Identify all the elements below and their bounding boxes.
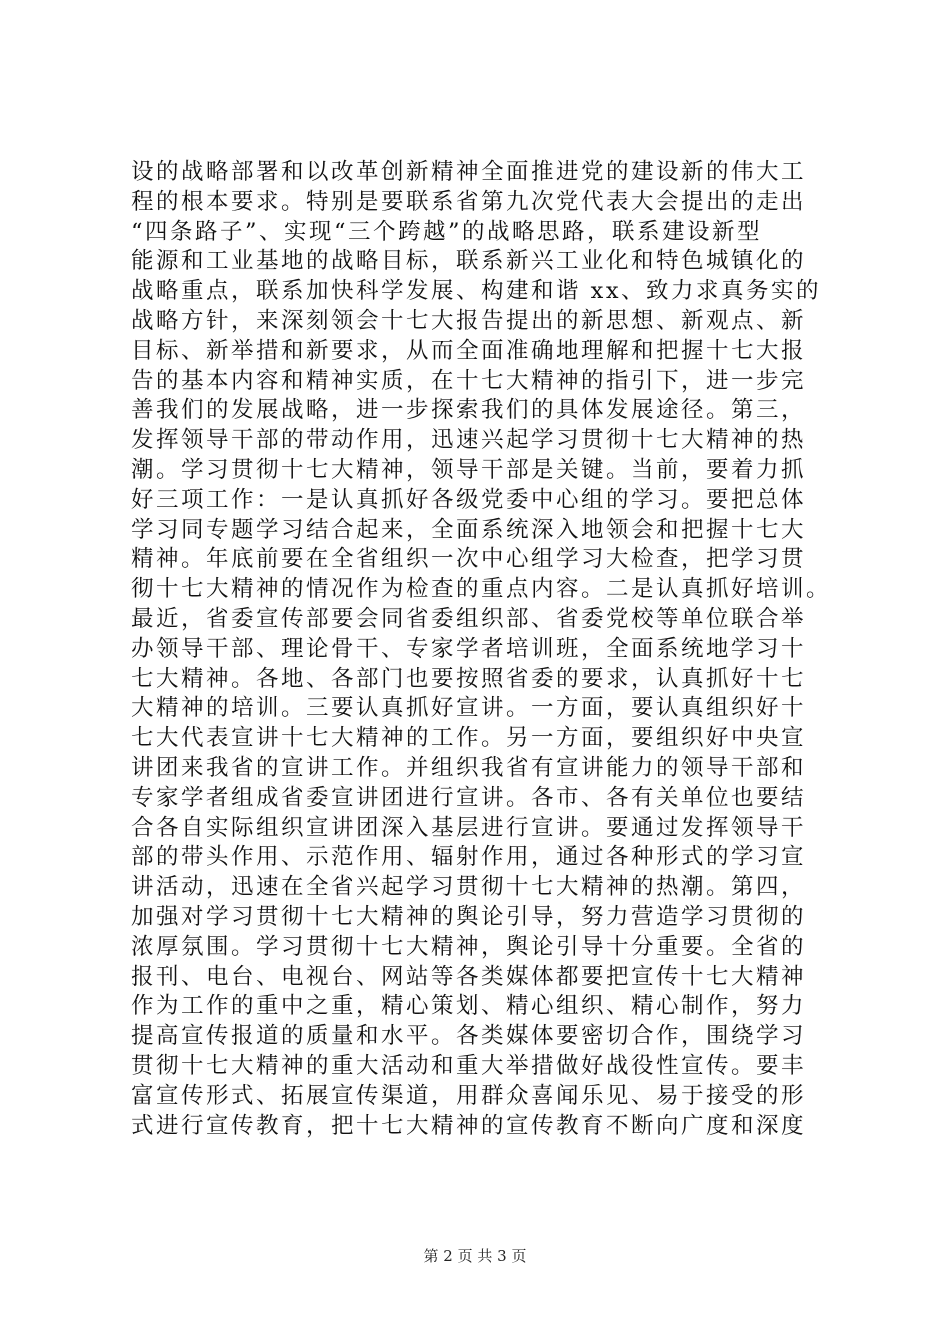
text-line: 能源和工业基地的战略目标，联系新兴工业化和特色城镇化的 bbox=[131, 248, 807, 275]
text-line: 加强对学习贯彻十七大精神的舆论引导，努力营造学习贯彻的 bbox=[131, 903, 807, 930]
text-line: 目标、新举措和新要求，从而全面准确地理解和把握十七大报 bbox=[131, 337, 807, 364]
text-line: 讲活动，迅速在全省兴起学习贯彻十七大精神的热潮。第四， bbox=[131, 874, 807, 901]
text-line: 七大精神。各地、各部门也要按照省委的要求，认真抓好十七 bbox=[131, 665, 807, 692]
text-line: 作为工作的重中之重，精心策划、精心组织、精心制作，努力 bbox=[131, 993, 807, 1020]
page-number-footer: 第 2 页 共 3 页 bbox=[423, 1247, 527, 1265]
text-line: 式进行宣传教育，把十七大精神的宣传教育不断向广度和深度 bbox=[131, 1112, 807, 1139]
text-line: 潮。学习贯彻十七大精神，领导干部是关键。当前，要着力抓 bbox=[131, 456, 807, 483]
text-line: “四条路子”、实现“三个跨越”的战略思路，联系建设新型 bbox=[131, 218, 763, 245]
text-line: 部的带头作用、示范作用、辐射作用，通过各种形式的学习宣 bbox=[131, 844, 807, 871]
text-line: 报刊、电台、电视台、网站等各类媒体都要把宣传十七大精神 bbox=[131, 963, 807, 990]
text-line: 浓厚氛围。学习贯彻十七大精神，舆论引导十分重要。全省的 bbox=[131, 933, 807, 960]
text-line: 学习同专题学习结合起来，全面系统深入地领会和把握十七大 bbox=[131, 516, 807, 543]
text-line: 精神。年底前要在全省组织一次中心组学习大检查，把学习贯 bbox=[131, 546, 807, 573]
text-line: 战略重点，联系加快科学发展、构建和谐 xx、致力求真务实的 bbox=[131, 278, 822, 305]
text-line: 合各自实际组织宣讲团深入基层进行宣讲。要通过发挥领导干 bbox=[131, 814, 807, 841]
text-line: 大精神的培训。三要认真抓好宣讲。一方面，要认真组织好十 bbox=[131, 695, 807, 722]
text-line: 最近，省委宣传部要会同省委组织部、省委党校等单位联合举 bbox=[131, 605, 807, 632]
text-line: 设的战略部署和以改革创新精神全面推进党的建设新的伟大工 bbox=[131, 159, 807, 185]
text-line: 发挥领导干部的带动作用，迅速兴起学习贯彻十七大精神的热 bbox=[131, 427, 807, 454]
text-line: 善我们的发展战略，进一步探索我们的具体发展途径。第三， bbox=[131, 397, 807, 424]
text-line: 七大代表宣讲十七大精神的工作。另一方面，要组织好中央宣 bbox=[131, 725, 807, 752]
text-line: 彻十七大精神的情况作为检查的重点内容。二是认真抓好培训。 bbox=[131, 576, 832, 603]
text-line: 富宣传形式、拓展宣传渠道，用群众喜闻乐见、易于接受的形 bbox=[131, 1082, 807, 1109]
body-text bbox=[131, 158, 831, 1141]
text-line: 提高宣传报道的质量和水平。各类媒体要密切合作，围绕学习 bbox=[131, 1023, 807, 1050]
text-line: 战略方针，来深刻领会十七大报告提出的新思想、新观点、新 bbox=[131, 307, 807, 334]
text-line: 告的基本内容和精神实质，在十七大精神的指引下，进一步完 bbox=[131, 367, 807, 394]
text-line: 好三项工作：一是认真抓好各级党委中心组的学习。要把总体 bbox=[131, 486, 807, 513]
text-line: 程的根本要求。特别是要联系省第九次党代表大会提出的走出 bbox=[131, 188, 807, 215]
text-line: 贯彻十七大精神的重大活动和重大举措做好战役性宣传。要丰 bbox=[131, 1052, 807, 1079]
text-line: 办领导干部、理论骨干、专家学者培训班，全面系统地学习十 bbox=[131, 635, 807, 662]
text-line: 讲团来我省的宣讲工作。并组织我省有宣讲能力的领导干部和 bbox=[131, 754, 807, 781]
text-line: 专家学者组成省委宣讲团进行宣讲。各市、各有关单位也要结 bbox=[131, 784, 807, 811]
